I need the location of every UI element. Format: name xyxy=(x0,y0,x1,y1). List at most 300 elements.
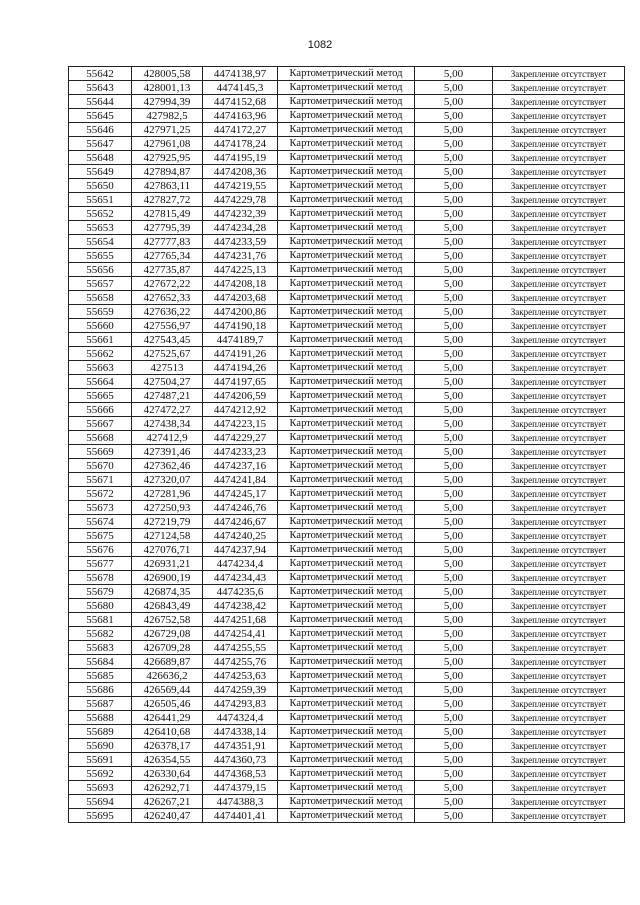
table-row xyxy=(69,459,625,473)
method-cell: Картометрический метод xyxy=(278,95,415,109)
method-cell: Картометрический метод xyxy=(278,459,415,473)
coordinates-table xyxy=(68,66,625,823)
x-coordinate-cell: 426240,47 xyxy=(132,809,203,823)
fixing-note-cell: Закрепление отсутствует xyxy=(493,67,625,81)
x-coordinate-cell: 427281,96 xyxy=(132,487,203,501)
point-number-cell: 55651 xyxy=(69,193,132,207)
accuracy-cell: 5,00 xyxy=(415,571,493,585)
accuracy-cell: 5,00 xyxy=(415,739,493,753)
accuracy-cell: 5,00 xyxy=(415,389,493,403)
point-number-cell: 55688 xyxy=(69,711,132,725)
point-number-cell: 55676 xyxy=(69,543,132,557)
point-number-cell: 55691 xyxy=(69,753,132,767)
table-row xyxy=(69,305,625,319)
accuracy-cell: 5,00 xyxy=(415,347,493,361)
point-number-cell: 55681 xyxy=(69,613,132,627)
x-coordinate-cell: 428001,13 xyxy=(132,81,203,95)
y-coordinate-cell: 4474237,16 xyxy=(203,459,278,473)
x-coordinate-cell: 427391,46 xyxy=(132,445,203,459)
fixing-note-cell: Закрепление отсутствует xyxy=(493,375,625,389)
x-coordinate-cell: 426441,29 xyxy=(132,711,203,725)
accuracy-cell: 5,00 xyxy=(415,529,493,543)
x-coordinate-cell: 427815,49 xyxy=(132,207,203,221)
point-number-cell: 55661 xyxy=(69,333,132,347)
fixing-note-cell: Закрепление отсутствует xyxy=(493,697,625,711)
fixing-note-cell: Закрепление отсутствует xyxy=(493,627,625,641)
point-number-cell: 55664 xyxy=(69,375,132,389)
point-number-cell: 55663 xyxy=(69,361,132,375)
x-coordinate-cell: 427438,34 xyxy=(132,417,203,431)
y-coordinate-cell: 4474203,68 xyxy=(203,291,278,305)
accuracy-cell: 5,00 xyxy=(415,795,493,809)
fixing-note-cell: Закрепление отсутствует xyxy=(493,585,625,599)
point-number-cell: 55692 xyxy=(69,767,132,781)
method-cell: Картометрический метод xyxy=(278,347,415,361)
x-coordinate-cell: 426292,71 xyxy=(132,781,203,795)
point-number-cell: 55653 xyxy=(69,221,132,235)
method-cell: Картометрический метод xyxy=(278,641,415,655)
accuracy-cell: 5,00 xyxy=(415,165,493,179)
method-cell: Картометрический метод xyxy=(278,669,415,683)
fixing-note-cell: Закрепление отсутствует xyxy=(493,179,625,193)
fixing-note-cell: Закрепление отсутствует xyxy=(493,403,625,417)
accuracy-cell: 5,00 xyxy=(415,193,493,207)
fixing-note-cell: Закрепление отсутствует xyxy=(493,277,625,291)
fixing-note-cell: Закрепление отсутствует xyxy=(493,543,625,557)
x-coordinate-cell: 428005,58 xyxy=(132,67,203,81)
y-coordinate-cell: 4474138,97 xyxy=(203,67,278,81)
y-coordinate-cell: 4474212,92 xyxy=(203,403,278,417)
accuracy-cell: 5,00 xyxy=(415,767,493,781)
x-coordinate-cell: 426900,19 xyxy=(132,571,203,585)
x-coordinate-cell: 427076,71 xyxy=(132,543,203,557)
y-coordinate-cell: 4474351,91 xyxy=(203,739,278,753)
table-row xyxy=(69,389,625,403)
method-cell: Картометрический метод xyxy=(278,711,415,725)
y-coordinate-cell: 4474234,4 xyxy=(203,557,278,571)
y-coordinate-cell: 4474229,27 xyxy=(203,431,278,445)
y-coordinate-cell: 4474338,14 xyxy=(203,725,278,739)
table-row xyxy=(69,277,625,291)
point-number-cell: 55654 xyxy=(69,235,132,249)
x-coordinate-cell: 426931,21 xyxy=(132,557,203,571)
accuracy-cell: 5,00 xyxy=(415,781,493,795)
table-row xyxy=(69,739,625,753)
fixing-note-cell: Закрепление отсутствует xyxy=(493,571,625,585)
accuracy-cell: 5,00 xyxy=(415,809,493,823)
point-number-cell: 55669 xyxy=(69,445,132,459)
accuracy-cell: 5,00 xyxy=(415,655,493,669)
table-row xyxy=(69,109,625,123)
point-number-cell: 55672 xyxy=(69,487,132,501)
accuracy-cell: 5,00 xyxy=(415,67,493,81)
table-row xyxy=(69,207,625,221)
table-row xyxy=(69,333,625,347)
table-row xyxy=(69,543,625,557)
x-coordinate-cell: 426689,87 xyxy=(132,655,203,669)
point-number-cell: 55652 xyxy=(69,207,132,221)
x-coordinate-cell: 426410,68 xyxy=(132,725,203,739)
table-row xyxy=(69,767,625,781)
method-cell: Картометрический метод xyxy=(278,725,415,739)
fixing-note-cell: Закрепление отсутствует xyxy=(493,291,625,305)
accuracy-cell: 5,00 xyxy=(415,179,493,193)
point-number-cell: 55667 xyxy=(69,417,132,431)
fixing-note-cell: Закрепление отсутствует xyxy=(493,739,625,753)
x-coordinate-cell: 426569,44 xyxy=(132,683,203,697)
table-row xyxy=(69,557,625,571)
point-number-cell: 55648 xyxy=(69,151,132,165)
y-coordinate-cell: 4474225,13 xyxy=(203,263,278,277)
point-number-cell: 55646 xyxy=(69,123,132,137)
method-cell: Картометрический метод xyxy=(278,445,415,459)
accuracy-cell: 5,00 xyxy=(415,277,493,291)
accuracy-cell: 5,00 xyxy=(415,697,493,711)
accuracy-cell: 5,00 xyxy=(415,459,493,473)
method-cell: Картометрический метод xyxy=(278,431,415,445)
x-coordinate-cell: 427412,9 xyxy=(132,431,203,445)
table-row xyxy=(69,697,625,711)
y-coordinate-cell: 4474195,19 xyxy=(203,151,278,165)
point-number-cell: 55686 xyxy=(69,683,132,697)
accuracy-cell: 5,00 xyxy=(415,431,493,445)
x-coordinate-cell: 426752,58 xyxy=(132,613,203,627)
table-row xyxy=(69,613,625,627)
accuracy-cell: 5,00 xyxy=(415,711,493,725)
x-coordinate-cell: 427320,07 xyxy=(132,473,203,487)
x-coordinate-cell: 427124,58 xyxy=(132,529,203,543)
method-cell: Картометрический метод xyxy=(278,151,415,165)
accuracy-cell: 5,00 xyxy=(415,585,493,599)
x-coordinate-cell: 427777,83 xyxy=(132,235,203,249)
table-row xyxy=(69,221,625,235)
y-coordinate-cell: 4474178,24 xyxy=(203,137,278,151)
table-row xyxy=(69,291,625,305)
fixing-note-cell: Закрепление отсутствует xyxy=(493,235,625,249)
point-number-cell: 55682 xyxy=(69,627,132,641)
y-coordinate-cell: 4474234,28 xyxy=(203,221,278,235)
accuracy-cell: 5,00 xyxy=(415,375,493,389)
y-coordinate-cell: 4474401,41 xyxy=(203,809,278,823)
y-coordinate-cell: 4474219,55 xyxy=(203,179,278,193)
fixing-note-cell: Закрепление отсутствует xyxy=(493,137,625,151)
table-row xyxy=(69,571,625,585)
point-number-cell: 55666 xyxy=(69,403,132,417)
fixing-note-cell: Закрепление отсутствует xyxy=(493,515,625,529)
y-coordinate-cell: 4474208,18 xyxy=(203,277,278,291)
method-cell: Картометрический метод xyxy=(278,291,415,305)
y-coordinate-cell: 4474189,7 xyxy=(203,333,278,347)
accuracy-cell: 5,00 xyxy=(415,207,493,221)
method-cell: Картометрический метод xyxy=(278,557,415,571)
x-coordinate-cell: 426636,2 xyxy=(132,669,203,683)
point-number-cell: 55677 xyxy=(69,557,132,571)
table-row xyxy=(69,403,625,417)
point-number-cell: 55670 xyxy=(69,459,132,473)
method-cell: Картометрический метод xyxy=(278,543,415,557)
y-coordinate-cell: 4474246,67 xyxy=(203,515,278,529)
y-coordinate-cell: 4474241,84 xyxy=(203,473,278,487)
table-row xyxy=(69,361,625,375)
point-number-cell: 55647 xyxy=(69,137,132,151)
table-row xyxy=(69,599,625,613)
fixing-note-cell: Закрепление отсутствует xyxy=(493,249,625,263)
fixing-note-cell: Закрепление отсутствует xyxy=(493,473,625,487)
y-coordinate-cell: 4474233,23 xyxy=(203,445,278,459)
fixing-note-cell: Закрепление отсутствует xyxy=(493,641,625,655)
x-coordinate-cell: 426505,46 xyxy=(132,697,203,711)
method-cell: Картометрический метод xyxy=(278,81,415,95)
fixing-note-cell: Закрепление отсутствует xyxy=(493,95,625,109)
accuracy-cell: 5,00 xyxy=(415,361,493,375)
method-cell: Картометрический метод xyxy=(278,753,415,767)
fixing-note-cell: Закрепление отсутствует xyxy=(493,165,625,179)
y-coordinate-cell: 4474197,65 xyxy=(203,375,278,389)
table-row xyxy=(69,683,625,697)
table-row xyxy=(69,151,625,165)
accuracy-cell: 5,00 xyxy=(415,501,493,515)
method-cell: Картометрический метод xyxy=(278,529,415,543)
method-cell: Картометрический метод xyxy=(278,193,415,207)
table-row xyxy=(69,529,625,543)
accuracy-cell: 5,00 xyxy=(415,235,493,249)
x-coordinate-cell: 427735,87 xyxy=(132,263,203,277)
method-cell: Картометрический метод xyxy=(278,515,415,529)
point-number-cell: 55649 xyxy=(69,165,132,179)
y-coordinate-cell: 4474245,17 xyxy=(203,487,278,501)
fixing-note-cell: Закрепление отсутствует xyxy=(493,347,625,361)
point-number-cell: 55683 xyxy=(69,641,132,655)
x-coordinate-cell: 426729,08 xyxy=(132,627,203,641)
x-coordinate-cell: 426843,49 xyxy=(132,599,203,613)
x-coordinate-cell: 427961,08 xyxy=(132,137,203,151)
x-coordinate-cell: 427652,33 xyxy=(132,291,203,305)
y-coordinate-cell: 4474208,36 xyxy=(203,165,278,179)
method-cell: Картометрический метод xyxy=(278,487,415,501)
fixing-note-cell: Закрепление отсутствует xyxy=(493,599,625,613)
fixing-note-cell: Закрепление отсутствует xyxy=(493,151,625,165)
fixing-note-cell: Закрепление отсутствует xyxy=(493,669,625,683)
method-cell: Картометрический метод xyxy=(278,389,415,403)
method-cell: Картометрический метод xyxy=(278,109,415,123)
y-coordinate-cell: 4474194,26 xyxy=(203,361,278,375)
x-coordinate-cell: 427362,46 xyxy=(132,459,203,473)
method-cell: Картометрический метод xyxy=(278,207,415,221)
point-number-cell: 55659 xyxy=(69,305,132,319)
point-number-cell: 55665 xyxy=(69,389,132,403)
x-coordinate-cell: 427827,72 xyxy=(132,193,203,207)
x-coordinate-cell: 427636,22 xyxy=(132,305,203,319)
y-coordinate-cell: 4474145,3 xyxy=(203,81,278,95)
table-row xyxy=(69,375,625,389)
point-number-cell: 55684 xyxy=(69,655,132,669)
table-row xyxy=(69,487,625,501)
x-coordinate-cell: 427863,11 xyxy=(132,179,203,193)
table-row xyxy=(69,193,625,207)
table-row xyxy=(69,515,625,529)
method-cell: Картометрический метод xyxy=(278,655,415,669)
x-coordinate-cell: 427994,39 xyxy=(132,95,203,109)
method-cell: Картометрический метод xyxy=(278,221,415,235)
x-coordinate-cell: 427543,45 xyxy=(132,333,203,347)
x-coordinate-cell: 426330,64 xyxy=(132,767,203,781)
method-cell: Картометрический метод xyxy=(278,473,415,487)
x-coordinate-cell: 427219,79 xyxy=(132,515,203,529)
fixing-note-cell: Закрепление отсутствует xyxy=(493,613,625,627)
method-cell: Картометрический метод xyxy=(278,179,415,193)
x-coordinate-cell: 426354,55 xyxy=(132,753,203,767)
fixing-note-cell: Закрепление отсутствует xyxy=(493,781,625,795)
fixing-note-cell: Закрепление отсутствует xyxy=(493,683,625,697)
accuracy-cell: 5,00 xyxy=(415,753,493,767)
y-coordinate-cell: 4474237,94 xyxy=(203,543,278,557)
point-number-cell: 55668 xyxy=(69,431,132,445)
point-number-cell: 55650 xyxy=(69,179,132,193)
method-cell: Картометрический метод xyxy=(278,319,415,333)
accuracy-cell: 5,00 xyxy=(415,445,493,459)
table-row xyxy=(69,67,625,81)
point-number-cell: 55695 xyxy=(69,809,132,823)
fixing-note-cell: Закрепление отсутствует xyxy=(493,725,625,739)
point-number-cell: 55662 xyxy=(69,347,132,361)
accuracy-cell: 5,00 xyxy=(415,81,493,95)
x-coordinate-cell: 426378,17 xyxy=(132,739,203,753)
y-coordinate-cell: 4474232,39 xyxy=(203,207,278,221)
y-coordinate-cell: 4474229,78 xyxy=(203,193,278,207)
method-cell: Картометрический метод xyxy=(278,123,415,137)
y-coordinate-cell: 4474206,59 xyxy=(203,389,278,403)
accuracy-cell: 5,00 xyxy=(415,319,493,333)
table-row xyxy=(69,795,625,809)
fixing-note-cell: Закрепление отсутствует xyxy=(493,431,625,445)
accuracy-cell: 5,00 xyxy=(415,725,493,739)
fixing-note-cell: Закрепление отсутствует xyxy=(493,81,625,95)
point-number-cell: 55657 xyxy=(69,277,132,291)
y-coordinate-cell: 4474234,43 xyxy=(203,571,278,585)
method-cell: Картометрический метод xyxy=(278,571,415,585)
point-number-cell: 55655 xyxy=(69,249,132,263)
accuracy-cell: 5,00 xyxy=(415,613,493,627)
table-row xyxy=(69,501,625,515)
table-row xyxy=(69,249,625,263)
point-number-cell: 55678 xyxy=(69,571,132,585)
point-number-cell: 55674 xyxy=(69,515,132,529)
table-row xyxy=(69,81,625,95)
fixing-note-cell: Закрепление отсутствует xyxy=(493,753,625,767)
x-coordinate-cell: 427894,87 xyxy=(132,165,203,179)
table-row xyxy=(69,165,625,179)
fixing-note-cell: Закрепление отсутствует xyxy=(493,109,625,123)
method-cell: Картометрический метод xyxy=(278,263,415,277)
point-number-cell: 55680 xyxy=(69,599,132,613)
y-coordinate-cell: 4474255,76 xyxy=(203,655,278,669)
y-coordinate-cell: 4474251,68 xyxy=(203,613,278,627)
table-row xyxy=(69,123,625,137)
method-cell: Картометрический метод xyxy=(278,277,415,291)
fixing-note-cell: Закрепление отсутствует xyxy=(493,501,625,515)
accuracy-cell: 5,00 xyxy=(415,151,493,165)
method-cell: Картометрический метод xyxy=(278,697,415,711)
fixing-note-cell: Закрепление отсутствует xyxy=(493,123,625,137)
x-coordinate-cell: 426709,28 xyxy=(132,641,203,655)
accuracy-cell: 5,00 xyxy=(415,543,493,557)
point-number-cell: 55690 xyxy=(69,739,132,753)
table-row xyxy=(69,417,625,431)
y-coordinate-cell: 4474259,39 xyxy=(203,683,278,697)
table-row xyxy=(69,655,625,669)
x-coordinate-cell: 427525,67 xyxy=(132,347,203,361)
method-cell: Картометрический метод xyxy=(278,767,415,781)
accuracy-cell: 5,00 xyxy=(415,221,493,235)
method-cell: Картометрический метод xyxy=(278,249,415,263)
x-coordinate-cell: 427250,93 xyxy=(132,501,203,515)
method-cell: Картометрический метод xyxy=(278,781,415,795)
accuracy-cell: 5,00 xyxy=(415,557,493,571)
fixing-note-cell: Закрепление отсутствует xyxy=(493,193,625,207)
x-coordinate-cell: 427472,27 xyxy=(132,403,203,417)
table-row xyxy=(69,179,625,193)
y-coordinate-cell: 4474190,18 xyxy=(203,319,278,333)
method-cell: Картометрический метод xyxy=(278,613,415,627)
table-row xyxy=(69,235,625,249)
fixing-note-cell: Закрепление отсутствует xyxy=(493,529,625,543)
accuracy-cell: 5,00 xyxy=(415,403,493,417)
point-number-cell: 55673 xyxy=(69,501,132,515)
point-number-cell: 55671 xyxy=(69,473,132,487)
accuracy-cell: 5,00 xyxy=(415,263,493,277)
table-row xyxy=(69,809,625,823)
y-coordinate-cell: 4474254,41 xyxy=(203,627,278,641)
method-cell: Картометрический метод xyxy=(278,361,415,375)
method-cell: Картометрический метод xyxy=(278,235,415,249)
accuracy-cell: 5,00 xyxy=(415,683,493,697)
table-row xyxy=(69,781,625,795)
accuracy-cell: 5,00 xyxy=(415,95,493,109)
method-cell: Картометрический метод xyxy=(278,417,415,431)
point-number-cell: 55675 xyxy=(69,529,132,543)
table-row xyxy=(69,137,625,151)
fixing-note-cell: Закрепление отсутствует xyxy=(493,711,625,725)
x-coordinate-cell: 427971,25 xyxy=(132,123,203,137)
x-coordinate-cell: 427487,21 xyxy=(132,389,203,403)
fixing-note-cell: Закрепление отсутствует xyxy=(493,767,625,781)
page-number: 1082 xyxy=(307,39,333,51)
accuracy-cell: 5,00 xyxy=(415,137,493,151)
y-coordinate-cell: 4474360,73 xyxy=(203,753,278,767)
method-cell: Картометрический метод xyxy=(278,627,415,641)
table-row xyxy=(69,431,625,445)
point-number-cell: 55643 xyxy=(69,81,132,95)
y-coordinate-cell: 4474246,76 xyxy=(203,501,278,515)
table-row xyxy=(69,641,625,655)
method-cell: Картометрический метод xyxy=(278,809,415,823)
point-number-cell: 55645 xyxy=(69,109,132,123)
y-coordinate-cell: 4474324,4 xyxy=(203,711,278,725)
table-row xyxy=(69,347,625,361)
method-cell: Картометрический метод xyxy=(278,739,415,753)
method-cell: Картометрический метод xyxy=(278,165,415,179)
accuracy-cell: 5,00 xyxy=(415,417,493,431)
x-coordinate-cell: 427795,39 xyxy=(132,221,203,235)
coordinates-table-body xyxy=(69,67,625,823)
method-cell: Картометрический метод xyxy=(278,137,415,151)
x-coordinate-cell: 427513 xyxy=(132,361,203,375)
table-row xyxy=(69,95,625,109)
x-coordinate-cell: 427765,34 xyxy=(132,249,203,263)
y-coordinate-cell: 4474163,96 xyxy=(203,109,278,123)
y-coordinate-cell: 4474388,3 xyxy=(203,795,278,809)
y-coordinate-cell: 4474235,6 xyxy=(203,585,278,599)
